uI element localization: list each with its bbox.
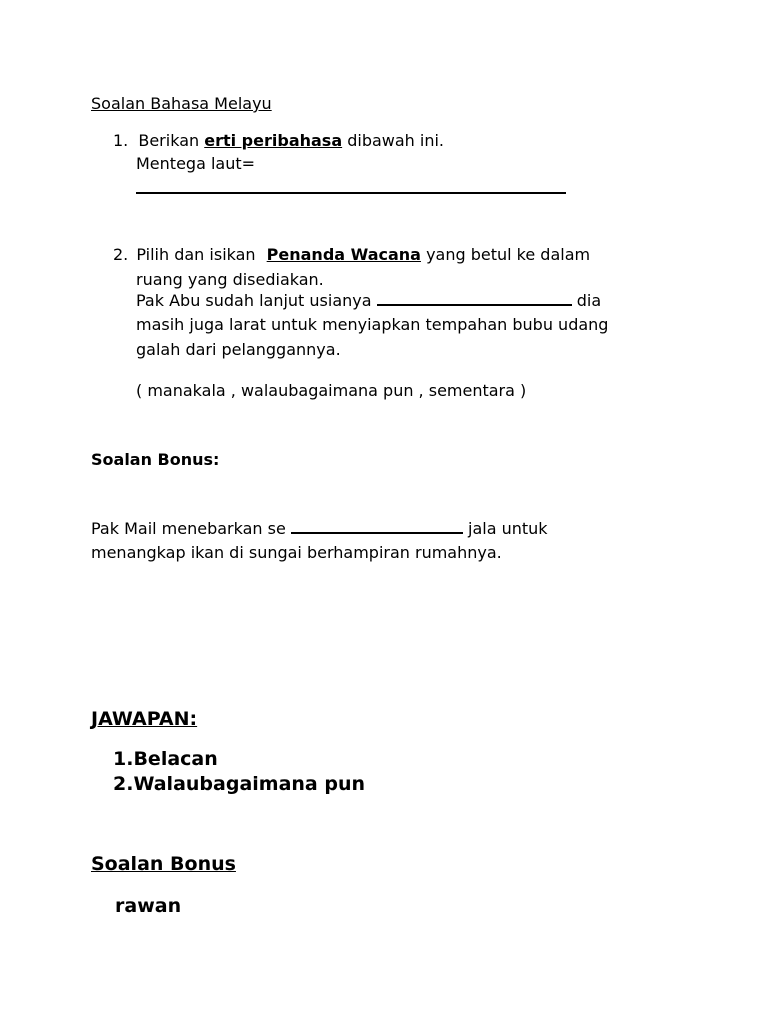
answer-item-1 [113, 746, 218, 772]
bonus-line2: menangkap ikan di sungai berhampiran rumahnya. [91, 543, 502, 562]
question-1 [113, 129, 444, 153]
answer-blank-2 [377, 290, 572, 306]
question-2 [113, 243, 590, 267]
question-2-line3-prefix: Pak Abu sudah lanjut usianya [136, 291, 372, 310]
question-2-options: ( manakala , walaubagaimana pun , sementara ) [136, 381, 527, 400]
answer-1-text: Belacan [133, 748, 218, 770]
question-1-prefix: Berikan [138, 131, 200, 150]
question-2-line3-suffix: dia [576, 291, 602, 310]
page-title: Soalan Bahasa Melayu [91, 94, 272, 113]
answer-blank-bonus [291, 518, 463, 534]
question-2-prefix: Pilih dan isikan [136, 245, 256, 264]
answer-2-number: 2. [113, 773, 134, 795]
answers-heading: JAWAPAN: [91, 708, 198, 730]
question-2-emphasis: Penanda Wacana [266, 245, 421, 264]
bonus-line1-suffix: jala untuk [468, 519, 548, 538]
question-1-line2: Mentega laut= [136, 154, 256, 173]
bonus-line1 [91, 517, 548, 541]
question-1-suffix: dibawah ini. [347, 131, 445, 150]
answer-blank-1 [136, 192, 566, 194]
question-1-emphasis: erti peribahasa [204, 131, 343, 150]
question-2-line5: galah dari pelanggannya. [136, 340, 341, 359]
answers-bonus-heading: Soalan Bonus [91, 853, 236, 875]
question-2-line3 [136, 289, 601, 313]
answers-bonus-value: rawan [115, 895, 182, 917]
question-2-line4: masih juga larat untuk menyiapkan tempahan bubu udang [136, 315, 609, 334]
answer-2-text: Walaubagaimana pun [133, 773, 366, 795]
bonus-heading: Soalan Bonus: [91, 450, 220, 469]
question-2-suffix: yang betul ke dalam [426, 245, 591, 264]
question-1-number: 1. [113, 131, 129, 150]
question-2-number: 2. [113, 245, 129, 264]
bonus-line1-prefix: Pak Mail menebarkan se [91, 519, 286, 538]
question-2-line2: ruang yang disediakan. [136, 270, 324, 289]
answer-1-number: 1. [113, 748, 134, 770]
answer-item-2 [113, 771, 365, 797]
